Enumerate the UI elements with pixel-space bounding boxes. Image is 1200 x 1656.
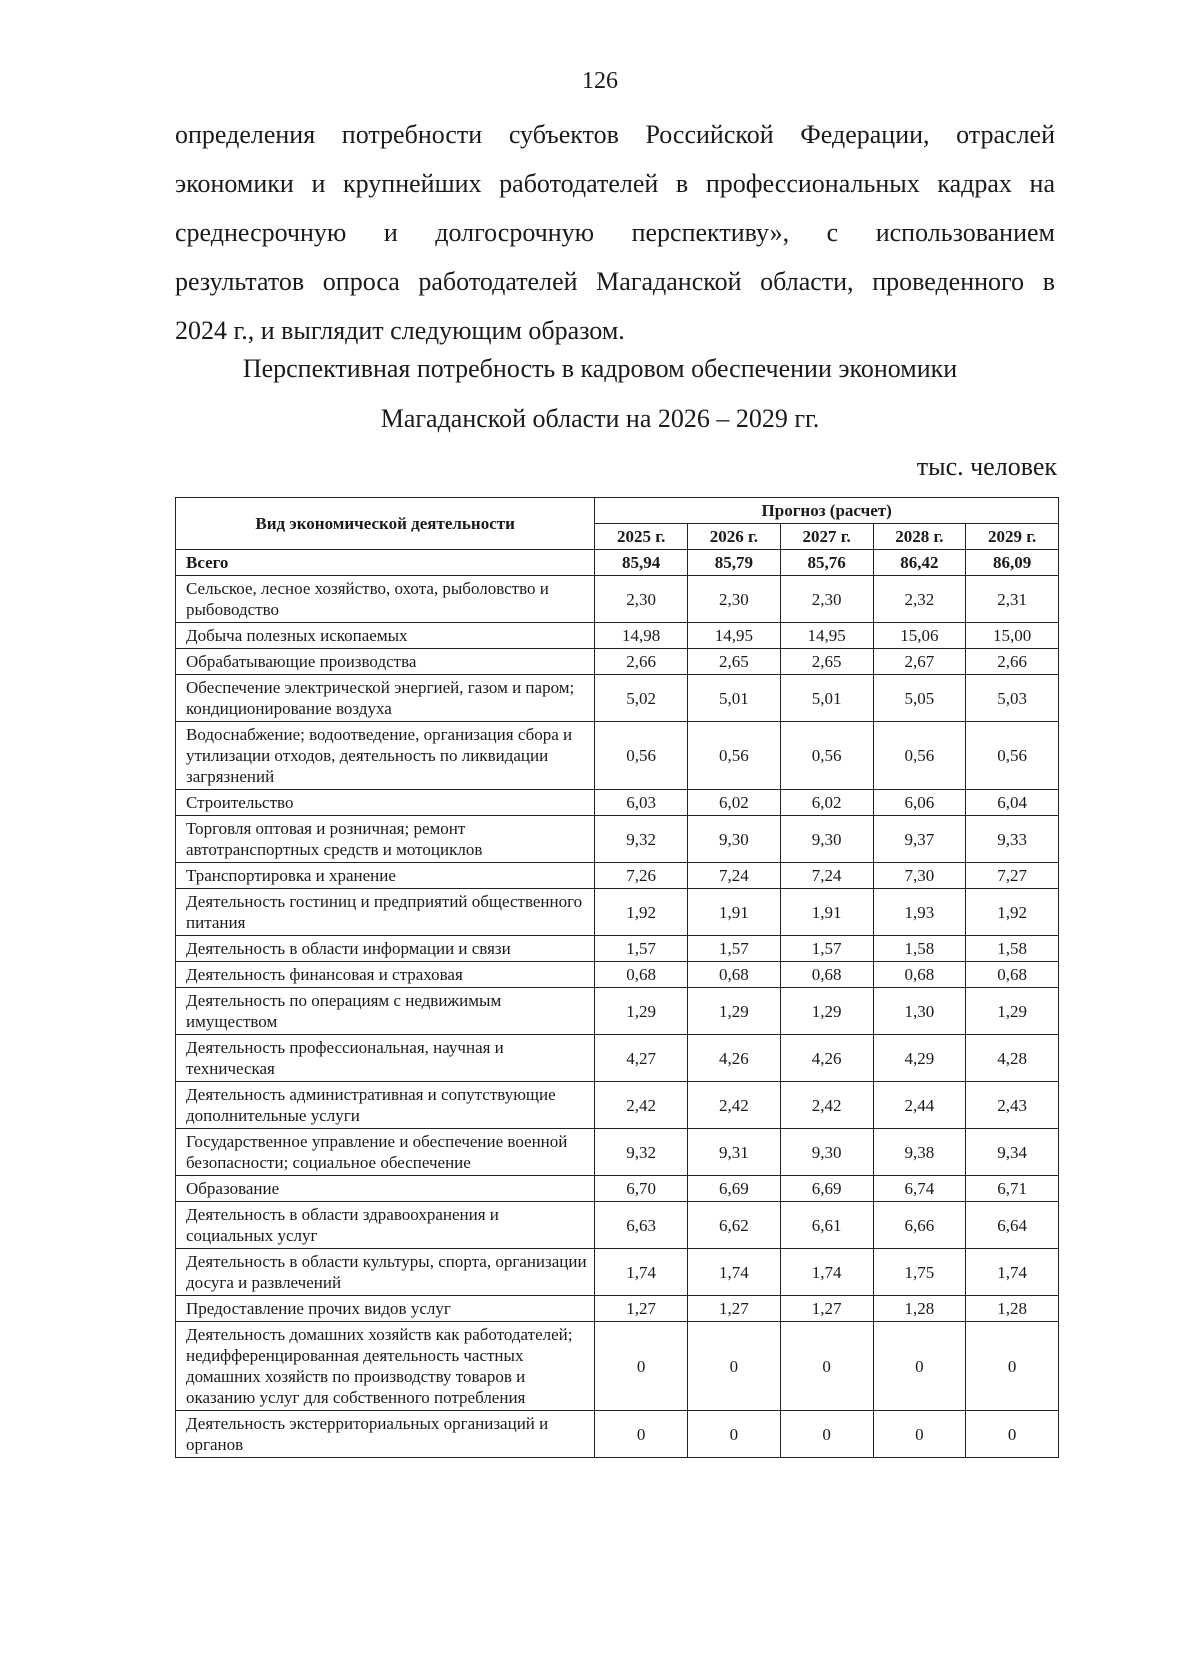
forecast-value: 1,74 <box>688 1249 781 1296</box>
forecast-value: 1,91 <box>688 889 781 936</box>
activity-name: Деятельность гостиниц и предприятий общественного питания <box>176 889 595 936</box>
year-header: 2028 г. <box>873 524 966 550</box>
year-header: 2029 г. <box>966 524 1059 550</box>
forecast-value: 2,42 <box>780 1082 873 1129</box>
table-row <box>176 649 1059 675</box>
forecast-value: 1,57 <box>595 936 688 962</box>
forecast-value: 1,27 <box>780 1296 873 1322</box>
forecast-value: 1,29 <box>966 988 1059 1035</box>
activity-name: Обеспечение электрической энергией, газом и паром; кондиционирование воздуха <box>176 675 595 722</box>
forecast-value: 1,57 <box>688 936 781 962</box>
forecast-value: 2,66 <box>595 649 688 675</box>
table-row <box>176 1411 1059 1458</box>
forecast-value: 6,71 <box>966 1176 1059 1202</box>
forecast-table <box>175 497 1059 1458</box>
forecast-value: 1,28 <box>966 1296 1059 1322</box>
forecast-value: 6,06 <box>873 790 966 816</box>
forecast-value: 6,69 <box>780 1176 873 1202</box>
forecast-group-header: Прогноз (расчет) <box>595 498 1059 524</box>
forecast-value: 0 <box>966 1322 1059 1411</box>
forecast-value: 2,42 <box>595 1082 688 1129</box>
table-row <box>176 962 1059 988</box>
table-row <box>176 816 1059 863</box>
forecast-value: 1,30 <box>873 988 966 1035</box>
forecast-value: 0 <box>688 1322 781 1411</box>
table-row <box>176 1129 1059 1176</box>
forecast-value: 86,42 <box>873 550 966 576</box>
table-caption-line-2: Магаданской области на 2026 – 2029 гг. <box>380 404 820 433</box>
page-number: 126 <box>582 68 618 94</box>
activity-name: Строительство <box>176 790 595 816</box>
forecast-value: 6,74 <box>873 1176 966 1202</box>
activity-column-header: Вид экономической деятельности <box>176 498 595 550</box>
forecast-value: 14,95 <box>688 623 781 649</box>
forecast-value: 0,56 <box>595 722 688 790</box>
forecast-value: 1,27 <box>595 1296 688 1322</box>
forecast-value: 6,61 <box>780 1202 873 1249</box>
forecast-value: 4,26 <box>688 1035 781 1082</box>
forecast-value: 0,68 <box>688 962 781 988</box>
forecast-value: 1,74 <box>780 1249 873 1296</box>
forecast-value: 0 <box>595 1322 688 1411</box>
forecast-value: 0,56 <box>873 722 966 790</box>
forecast-value: 1,29 <box>780 988 873 1035</box>
forecast-value: 5,01 <box>688 675 781 722</box>
table-row <box>176 1176 1059 1202</box>
forecast-value: 6,70 <box>595 1176 688 1202</box>
table-row <box>176 936 1059 962</box>
activity-name: Деятельность финансовая и страховая <box>176 962 595 988</box>
forecast-value: 6,69 <box>688 1176 781 1202</box>
activity-name: Предоставление прочих видов услуг <box>176 1296 595 1322</box>
forecast-value: 0 <box>873 1411 966 1458</box>
forecast-value: 6,63 <box>595 1202 688 1249</box>
table-row <box>176 790 1059 816</box>
table-row <box>176 550 1059 576</box>
forecast-value: 5,05 <box>873 675 966 722</box>
forecast-value: 4,27 <box>595 1035 688 1082</box>
forecast-value: 6,66 <box>873 1202 966 1249</box>
forecast-value: 1,75 <box>873 1249 966 1296</box>
forecast-value: 2,44 <box>873 1082 966 1129</box>
activity-name: Транспортировка и хранение <box>176 863 595 889</box>
table-row <box>176 675 1059 722</box>
forecast-value: 1,28 <box>873 1296 966 1322</box>
activity-name: Всего <box>176 550 595 576</box>
forecast-value: 9,37 <box>873 816 966 863</box>
table-row <box>176 722 1059 790</box>
table-row <box>176 1322 1059 1411</box>
table-row <box>176 1082 1059 1129</box>
forecast-value: 0,56 <box>966 722 1059 790</box>
year-header: 2026 г. <box>688 524 781 550</box>
forecast-value: 85,76 <box>780 550 873 576</box>
forecast-value: 15,06 <box>873 623 966 649</box>
forecast-value: 0,68 <box>966 962 1059 988</box>
forecast-value: 1,92 <box>966 889 1059 936</box>
forecast-value: 2,30 <box>595 576 688 623</box>
forecast-value: 6,03 <box>595 790 688 816</box>
forecast-value: 86,09 <box>966 550 1059 576</box>
forecast-value: 0 <box>780 1322 873 1411</box>
table-row <box>176 988 1059 1035</box>
forecast-value: 2,30 <box>780 576 873 623</box>
paragraph-line: среднесрочную и долгосрочную перспективу», с использованием <box>175 218 1055 247</box>
table-row <box>176 576 1059 623</box>
forecast-value: 15,00 <box>966 623 1059 649</box>
activity-name: Государственное управление и обеспечение военной безопасности; социальное обеспечение <box>176 1129 595 1176</box>
forecast-value: 5,03 <box>966 675 1059 722</box>
forecast-value: 0 <box>595 1411 688 1458</box>
forecast-value: 2,43 <box>966 1082 1059 1129</box>
activity-name: Деятельность экстерриториальных организаций и органов <box>176 1411 595 1458</box>
forecast-value: 1,58 <box>966 936 1059 962</box>
forecast-value: 9,31 <box>688 1129 781 1176</box>
forecast-value: 1,92 <box>595 889 688 936</box>
forecast-value: 5,02 <box>595 675 688 722</box>
table-row <box>176 889 1059 936</box>
forecast-value: 6,02 <box>688 790 781 816</box>
forecast-value: 9,34 <box>966 1129 1059 1176</box>
forecast-value: 1,74 <box>966 1249 1059 1296</box>
forecast-value: 9,30 <box>780 1129 873 1176</box>
forecast-value: 4,29 <box>873 1035 966 1082</box>
activity-name: Водоснабжение; водоотведение, организация сбора и утилизации отходов, деятельность по ликвидации загрязнений <box>176 722 595 790</box>
table-row <box>176 1202 1059 1249</box>
table-caption-line-1: Перспективная потребность в кадровом обеспечении экономики <box>242 354 958 383</box>
forecast-value: 4,28 <box>966 1035 1059 1082</box>
forecast-value: 7,24 <box>688 863 781 889</box>
forecast-value: 0 <box>780 1411 873 1458</box>
table-row <box>176 1296 1059 1322</box>
forecast-value: 6,62 <box>688 1202 781 1249</box>
forecast-value: 1,27 <box>688 1296 781 1322</box>
forecast-value: 2,67 <box>873 649 966 675</box>
forecast-value: 2,30 <box>688 576 781 623</box>
table-row <box>176 623 1059 649</box>
table-row <box>176 1035 1059 1082</box>
forecast-value: 2,65 <box>780 649 873 675</box>
forecast-value: 1,58 <box>873 936 966 962</box>
activity-name: Деятельность в области здравоохранения и социальных услуг <box>176 1202 595 1249</box>
forecast-value: 1,74 <box>595 1249 688 1296</box>
forecast-value: 4,26 <box>780 1035 873 1082</box>
activity-name: Деятельность административная и сопутствующие дополнительные услуги <box>176 1082 595 1129</box>
activity-name: Деятельность домашних хозяйств как работодателей; недифференцированная деятельность частных домашних хозяйств по производству товаров и оказанию услуг для собственного потребления <box>176 1322 595 1411</box>
forecast-value: 1,29 <box>595 988 688 1035</box>
forecast-value: 0 <box>966 1411 1059 1458</box>
units-label: тыс. человек <box>916 452 1057 481</box>
forecast-value: 9,30 <box>780 816 873 863</box>
forecast-value: 0 <box>873 1322 966 1411</box>
paragraph-line: экономики и крупнейших работодателей в профессиональных кадрах на <box>175 169 1055 198</box>
forecast-value: 6,02 <box>780 790 873 816</box>
forecast-value: 14,98 <box>595 623 688 649</box>
forecast-value: 2,66 <box>966 649 1059 675</box>
paragraph-line: результатов опроса работодателей Магаданской области, проведенного в <box>175 267 1055 296</box>
forecast-value: 85,79 <box>688 550 781 576</box>
forecast-value: 5,01 <box>780 675 873 722</box>
activity-name: Образование <box>176 1176 595 1202</box>
forecast-value: 9,33 <box>966 816 1059 863</box>
forecast-value: 9,38 <box>873 1129 966 1176</box>
forecast-value: 9,32 <box>595 816 688 863</box>
forecast-value: 0,56 <box>780 722 873 790</box>
forecast-value: 7,26 <box>595 863 688 889</box>
activity-name: Добыча полезных ископаемых <box>176 623 595 649</box>
paragraph-line: 2024 г., и выглядит следующим образом. <box>175 316 625 345</box>
forecast-value: 0,68 <box>595 962 688 988</box>
paragraph-line: определения потребности субъектов Российской Федерации, отраслей <box>175 120 1055 149</box>
forecast-value: 2,32 <box>873 576 966 623</box>
table-row <box>176 1249 1059 1296</box>
forecast-value: 7,30 <box>873 863 966 889</box>
forecast-value: 6,04 <box>966 790 1059 816</box>
forecast-value: 0,68 <box>780 962 873 988</box>
forecast-value: 2,65 <box>688 649 781 675</box>
activity-name: Обрабатывающие производства <box>176 649 595 675</box>
forecast-value: 0,56 <box>688 722 781 790</box>
forecast-value: 1,93 <box>873 889 966 936</box>
forecast-value: 9,32 <box>595 1129 688 1176</box>
activity-name: Деятельность в области информации и связи <box>176 936 595 962</box>
forecast-value: 1,91 <box>780 889 873 936</box>
activity-name: Деятельность по операциям с недвижимым имуществом <box>176 988 595 1035</box>
forecast-value: 7,27 <box>966 863 1059 889</box>
forecast-value: 1,57 <box>780 936 873 962</box>
forecast-value: 14,95 <box>780 623 873 649</box>
year-header: 2027 г. <box>780 524 873 550</box>
table-row <box>176 863 1059 889</box>
forecast-value: 0,68 <box>873 962 966 988</box>
forecast-value: 6,64 <box>966 1202 1059 1249</box>
activity-name: Торговля оптовая и розничная; ремонт автотранспортных средств и мотоциклов <box>176 816 595 863</box>
forecast-value: 85,94 <box>595 550 688 576</box>
activity-name: Деятельность профессиональная, научная и техническая <box>176 1035 595 1082</box>
forecast-value: 0 <box>688 1411 781 1458</box>
year-header: 2025 г. <box>595 524 688 550</box>
forecast-value: 2,31 <box>966 576 1059 623</box>
forecast-value: 9,30 <box>688 816 781 863</box>
forecast-value: 2,42 <box>688 1082 781 1129</box>
forecast-value: 7,24 <box>780 863 873 889</box>
body-paragraph <box>175 110 1055 355</box>
activity-name: Деятельность в области культуры, спорта, организации досуга и развлечений <box>176 1249 595 1296</box>
activity-name: Сельское, лесное хозяйство, охота, рыболовство и рыбоводство <box>176 576 595 623</box>
forecast-value: 1,29 <box>688 988 781 1035</box>
